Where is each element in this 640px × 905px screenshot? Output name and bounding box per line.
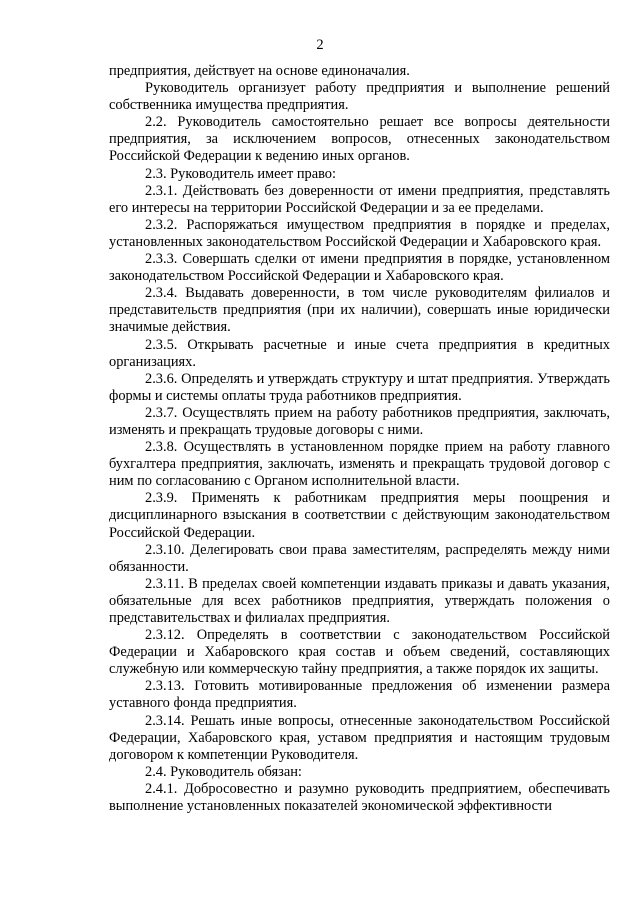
paragraph-2-3-2: 2.3.2. Распоряжаться имуществом предприятия в порядке и пределах, установленных законодательством Российской Федерации и Хабаровского края. bbox=[109, 216, 610, 250]
paragraph: Руководитель организует работу предприятия и выполнение решений собственника имущества предприятия. bbox=[109, 80, 610, 114]
paragraph-2-3-6: 2.3.6. Определять и утверждать структуру и штат предприятия. Утверждать формы и системы оплаты труда работников предприятия. bbox=[109, 370, 610, 404]
paragraph-2-3-11: 2.3.11. В пределах своей компетенции издавать приказы и давать указания, обязательные для всех работников предприятия, утверждать положения о представительствах и филиалах предприятия. bbox=[109, 575, 610, 626]
paragraph-2-3-14: 2.3.14. Решать иные вопросы, отнесенные законодательством Российской Федерации, Хабаровского края, уставом предприятия и настоящим трудовым договором к компетенции Руководителя. bbox=[109, 712, 610, 763]
paragraph-2-3-13: 2.3.13. Готовить мотивированные предложения об изменении размера уставного фонда предприятия. bbox=[109, 678, 610, 712]
paragraph-2-3-4: 2.3.4. Выдавать доверенности, в том числе руководителям филиалов и представительств предприятия (при их наличии), совершать иные юридически значимые действия. bbox=[109, 285, 610, 336]
paragraph-2-4: 2.4. Руководитель обязан: bbox=[145, 763, 302, 780]
paragraph-2-4-1: 2.4.1. Добросовестно и разумно руководить предприятием, обеспечивать выполнение установленных показателей экономической эффективности bbox=[109, 780, 610, 815]
paragraph-2-3-8: 2.3.8. Осуществлять в установленном порядке прием на работу главного бухгалтера предприятия, заключать, изменять и прекращать трудовой договор с ним по согласованию с Органом исполнительной власти. bbox=[109, 439, 610, 490]
paragraph-2-3-3: 2.3.3. Совершать сделки от имени предприятия в порядке, установленном законодательством Российской Федерации и Хабаровского края. bbox=[109, 251, 610, 285]
paragraph-2-3-9: 2.3.9. Применять к работникам предприятия меры поощрения и дисциплинарного взыскания в соответствии с действующим законодательством Российской Федерации. bbox=[109, 490, 610, 541]
page-number: 2 bbox=[316, 37, 324, 53]
paragraph-2-3: 2.3. Руководитель имеет право: bbox=[145, 165, 336, 182]
paragraph-2-2: 2.2. Руководитель самостоятельно решает все вопросы деятельности предприятия, за исключением вопросов, отнесенных законодательством Российской Федерации к ведению иных органов. bbox=[109, 114, 610, 165]
document-body bbox=[109, 63, 610, 815]
paragraph-2-3-5: 2.3.5. Открывать расчетные и иные счета предприятия в кредитных организациях. bbox=[109, 336, 610, 370]
paragraph-continuation: предприятия, действует на основе единоначалия. bbox=[109, 63, 410, 79]
paragraph-2-3-10: 2.3.10. Делегировать свои права заместителям, распределять между ними обязанности. bbox=[109, 541, 610, 575]
paragraph-2-3-1: 2.3.1. Действовать без доверенности от имени предприятия, представлять его интересы на территории Российской Федерации и за ее пределами. bbox=[109, 182, 610, 216]
paragraph-2-3-12: 2.3.12. Определять в соответствии с законодательством Российской Федерации и Хабаровского края состав и объем сведений, составляющих служебную или коммерческую тайну предприятия, а также порядок их защиты. bbox=[109, 627, 610, 678]
paragraph-2-3-7: 2.3.7. Осуществлять прием на работу работников предприятия, заключать, изменять и прекращать трудовые договоры с ними. bbox=[109, 404, 610, 438]
